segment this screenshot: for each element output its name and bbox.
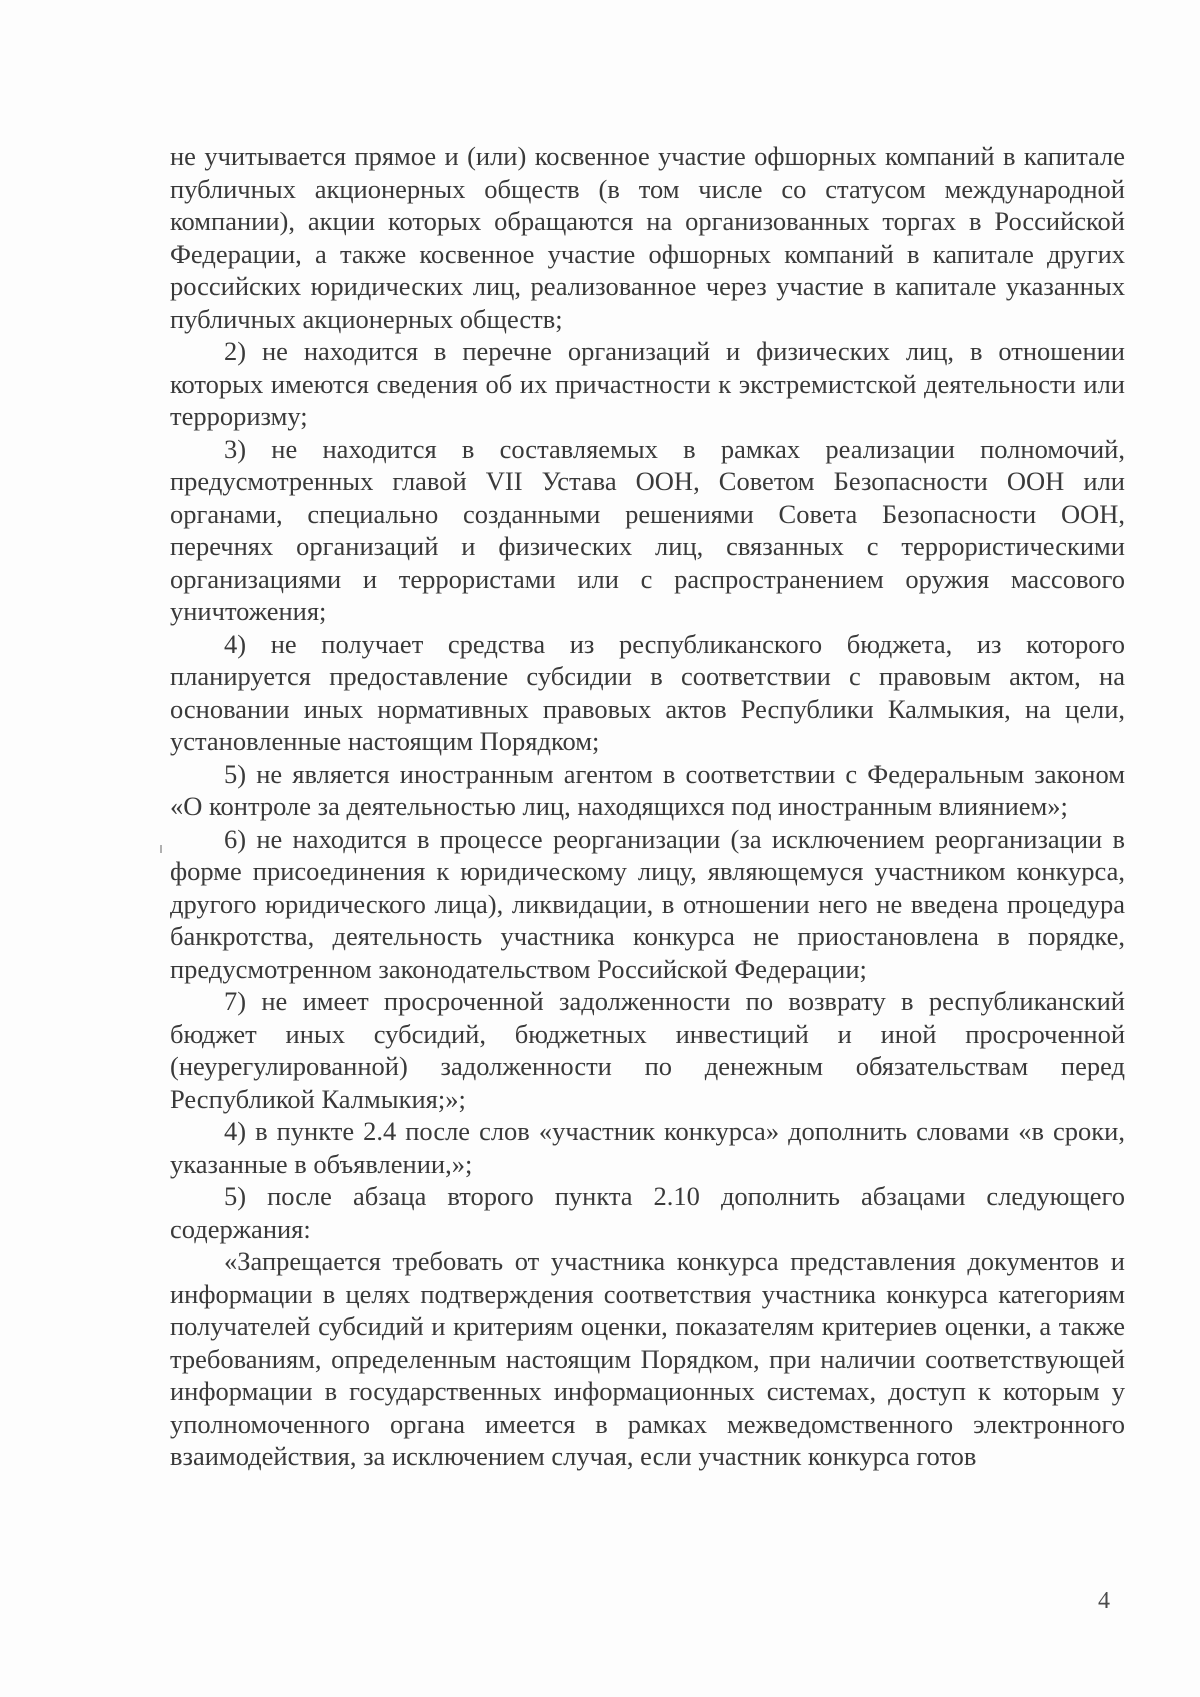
paragraph-item-7-debt: 7) не имеет просроченной задолженности по возврату в республиканский бюджет иных субсидий, бюджетных инвестиций и иной просроченной (неурегулированной) задолженности по денежным обязательствам перед Республикой Калмыкия;»; [170,986,1125,1114]
scan-artifact [160,845,162,853]
paragraph-item-3-un-lists: 3) не находится в составляемых в рамках реализации полномочий, предусмотренных главой VII Устава ООН, Советом Безопасности ООН или органами, специально созданными решениями Совета Безопасности ООН, перечнях организаций и физических лиц, связанных с террористическими организациями и террористами или с распространением оружия массового уничтожения; [170,433,1125,626]
paragraph-item-5-foreign-agent: 5) не является иностранным агентом в соответствии с Федеральным законом «О контроле за деятельностью лиц, находящихся под иностранным влиянием»; [170,758,1125,821]
paragraph-prohibition-clause: «Запрещается требовать от участника конкурса представления документов и информации в целях подтверждения соответствия участника конкурса категориям получателей субсидий и критериям оценки, показателям критериев оценки, а также требованиям, определенным настоящим Порядком, при наличии соответствующей информации в государственных информационных системах, доступ к которым у уполномоченного органа имеется в рамках межведомственного электронного взаимодействия, за исключением случая, если участник конкурса готов [170,1246,1125,1471]
paragraph-amendment-2-10: 5) после абзаца второго пункта 2.10 дополнить абзацами следующего содержания: [170,1181,1125,1244]
paragraph-item-2-extremism: 2) не находится в перечне организаций и физических лиц, в отношении которых имеются сведения об их причастности к экстремистской деятельности или терроризму; [170,336,1125,431]
paragraph-offshore-participation: не учитывается прямое и (или) косвенное участие офшорных компаний в капитале публичных акционерных обществ (в том числе со статусом международной компании), акции которых обращаются на организованных торгах в Российской Федерации, а также косвенное участие офшорных компаний в капитале других российских юридических лиц, реализованное через участие в капитале указанных публичных акционерных обществ; [170,141,1125,334]
page-number: 4 [1098,1588,1110,1614]
paragraph-item-6-reorganization: 6) не находится в процессе реорганизации (за исключением реорганизации в форме присоединения к юридическому лицу, являющемуся участником конкурса, другого юридического лица), ликвидации, в отношении него не введена процедура банкротства, деятельность участника конкурса не приостановлена в порядке, предусмотренном законодательством Российской Федерации; [170,823,1125,984]
paragraph-amendment-2-4: 4) в пункте 2.4 после слов «участник конкурса» дополнить словами «в сроки, указанные в объявлении,»; [170,1116,1125,1179]
document-body [170,140,1125,1473]
paragraph-item-4-budget-funds: 4) не получает средства из республиканского бюджета, из которого планируется предоставление субсидии в соответствии с правовым актом, на основании иных нормативных правовых актов Республики Калмыкия, на цели, установленные настоящим Порядком; [170,628,1125,756]
